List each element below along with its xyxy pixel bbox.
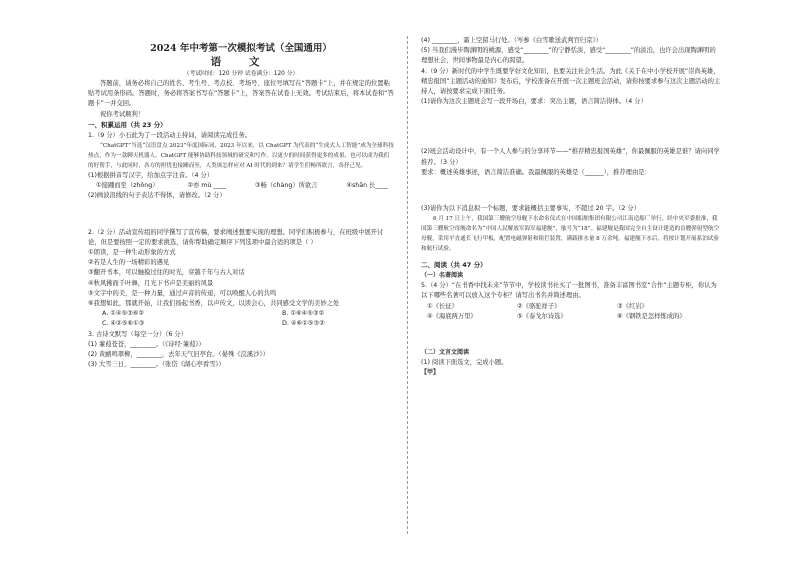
question-1-intro: 1.（9 分）小石此为了一段活动主持词，请阅读完成任务。 [88,131,252,139]
question-4-part-3: (3)请你为以下消息拟一个标题，要求能概括主要事实，不超过 20 字。（2 分） [421,205,640,213]
exam-subject: 语 文 [210,56,272,68]
q5-book: ④《海底两万里》 [427,312,477,320]
subsection-classics: （一）名著阅读 [421,272,464,280]
section-title-accumulation: 一、积累运用（共 23 分） [88,120,167,129]
q5-book: ⑤《泰戈尔诗选》 [517,312,567,320]
q3-item: (3) 大雪三日，________。（张岱《湖心亭看雪》） [88,361,225,369]
q3-item: (1) 蒹葭苍苍，________。（《诗经·蒹葭》） [88,340,205,348]
q2-sentence: ②若是人生的一场精彩的遇见 [88,259,170,267]
q2-sentence: ⑥我想如此，那就开始，让我们扬起书香，以声传文，以读会心，共同感受文学的美妙之处 [88,300,340,308]
question-1-part-1: (1)根据拼音写汉字，给加点字注音。（4 分） [88,172,214,180]
section-title-reading: 二、阅读（共 47 分） [421,261,487,270]
pinyin-item: ④shān 长____ [346,182,388,190]
q2-sentence: ①朗读，是一种生动形象的方式 [88,249,176,257]
pinyin-item: ①接踵而至（zhǒng） [96,182,159,190]
q2-options-row-2 [88,319,394,329]
question-2: 2.（2 分）活动宣传组的同学撰写了宣传稿，要求阐述想要实现的理想。同学们积极参与，在班级中展开讨论，但是要按照一定的要求挑选，请你帮助确定顺序下列选项中最合适的项是（ ） [88,228,384,246]
q2-option-c[interactable]: C. ④②⑤⑥①③ [102,320,145,328]
passage-tag: 【甲】 [421,369,440,377]
question-4-part-2: (2)班会活动设计中，有一个人人参与的分享环节——“推荐精忠报国英雄”，你最佩服的英雄是谁？请向同学推荐。（3 分） [421,148,720,166]
question-3: 3. 古诗文默写（每空一分）（6 分） [88,330,188,338]
q5-book: ⑥《钢铁是怎样炼成的》 [617,312,686,320]
exam-title: 2024 年中考第一次模拟考试（全国通用） [150,43,332,54]
notice-paragraph: 答题前，请务必将自己的姓名、考生号、考点校、考场号、座位号填写在“答题卡”上，并在规定的位置粘贴考试用条形码。答题时，务必将答案书写在“答题卡”上，答案答在试卷上无效。考试结束后，将本试卷和“答题卡”一并交回。 [88,80,394,108]
q5-options-row-1 [421,302,721,312]
pinyin-item: ③畅（chàng）所欲言 [254,182,318,190]
q3-item: (2) 黄鹂鸣翠柳，________，去年天气旧亭台。（晏殊《浣溪沙》） [88,351,269,359]
q2-options-row-1 [88,309,394,319]
good-luck-text: 祝你考试顺利！ [100,110,145,118]
question-4-part-2-requirement: 要求：概述英雄事迹，语言简洁准确。我最佩服的英雄是（______），推荐理由是： [421,168,651,176]
question-1-part-2: (2)画波浪线的句子表达不得体，请修改。（2 分） [88,192,226,200]
answer-space[interactable] [421,107,721,141]
pinyin-item: ②亦 mù ____ [187,182,227,190]
q5-book: ②《骆驼祥子》 [517,302,561,310]
question-4-part-1: (1)请你为这次主题班会写一段开场白，要求：突出主题，语言简洁得体。（4 分） [421,98,647,106]
q2-sentence: ④秋风拂面千叶舞，月光下书声是美丽的风景 [88,279,214,287]
answer-space[interactable] [421,322,721,348]
right-column [421,36,721,378]
pinyin-items [88,181,394,191]
exam-meta: （考试时间：120 分钟 试卷满分：120 分） [183,71,299,77]
q2-option-d[interactable]: D. ④⑥①⑤③② [282,320,325,328]
q5-options-row-2 [421,312,721,322]
news-passage: 6 月 17 日上午，我国第三艘航空母舰下水命名仪式在中国船舶集团有限公司江南造船厂举行，经中央军委批准，我国第三艘航空母舰命名为“中国人民解放军海军福建舰”，舷号为“18”。福建舰是我国完全自主设计建造的首艘弹射型航空母舰，采用平直通长飞行甲板，配置电磁弹射和阻拦装置，满载排水量 8 万余吨。福建舰下水后，将按计划开展系泊试验和航行试验。 [421,216,720,253]
q5-book: ①《长征》 [427,302,458,310]
q5-book: ③《红岩》 [617,302,648,310]
q2-sentence: ③翻开书本，可以触摸过往的时光，穿越千年与古人对话 [88,269,245,277]
question-6-instruction: (1) 阅读下面选文，完成小题。 [421,359,508,367]
q2-option-a[interactable]: A. ①④⑤③⑥② [102,310,145,318]
question-1-passage: “ChatGPT”当选“汉语盘点 2023”年度国际词，2023 年以来，以 ChatGPT 为代表的“生成式人工智能”成为全球科技热点，作为一款聊天机器人，ChatGPT 能够协助科技领域的研究和写作，以更少的时间获得更多的成果，也可以成为我们的好帮手，与此同时，各方的担忧也接踵而至，人类该怎样应对 AI 时代的到来？请学生们畅所欲言，各抒己见。 [88,143,394,170]
question-5: 5.（4 分）“在书香中找未来”节节中，学校读书社买了一批图书，准备丰富图书室“合作”主题专柜，你认为以下哪些名著可以放入这个专柜？请写出书名并简述理由。 [421,282,717,300]
question-4: 4.（9 分）新时代的中学生既要学好文化知识，也要关注社会生活。为此《关于在中小学校开展“崇尚英雄，精忠报国”主题活动的通知》发布后，学校准备在开展一次主题班会活动，请你按要求参与这次主题活动的主持人，请按要求完成下面任务。 [421,67,721,96]
q3-item: (5) 当我们漫步陶渊明的桃源，感受“________”的宁静恬淡，感受“________”的淡泊，也许会出现陶渊明的理想社会，世间事物最是内心的渴望。 [421,47,716,65]
subsection-classical-chinese: （二）文言文阅读 [421,349,470,357]
q2-option-b[interactable]: B. ①⑥④⑤③② [282,310,325,318]
left-column [88,36,394,370]
answer-space[interactable] [421,178,721,204]
q2-sentence: ⑤文字中的美，是一种力量，通过声音的传递，可以唤醒人心的共鸣 [88,289,277,297]
column-divider [407,36,408,534]
q3-item: (4) ________，霜上空留马行处。（岑参《白雪歌送武判官归京》） [421,37,602,44]
